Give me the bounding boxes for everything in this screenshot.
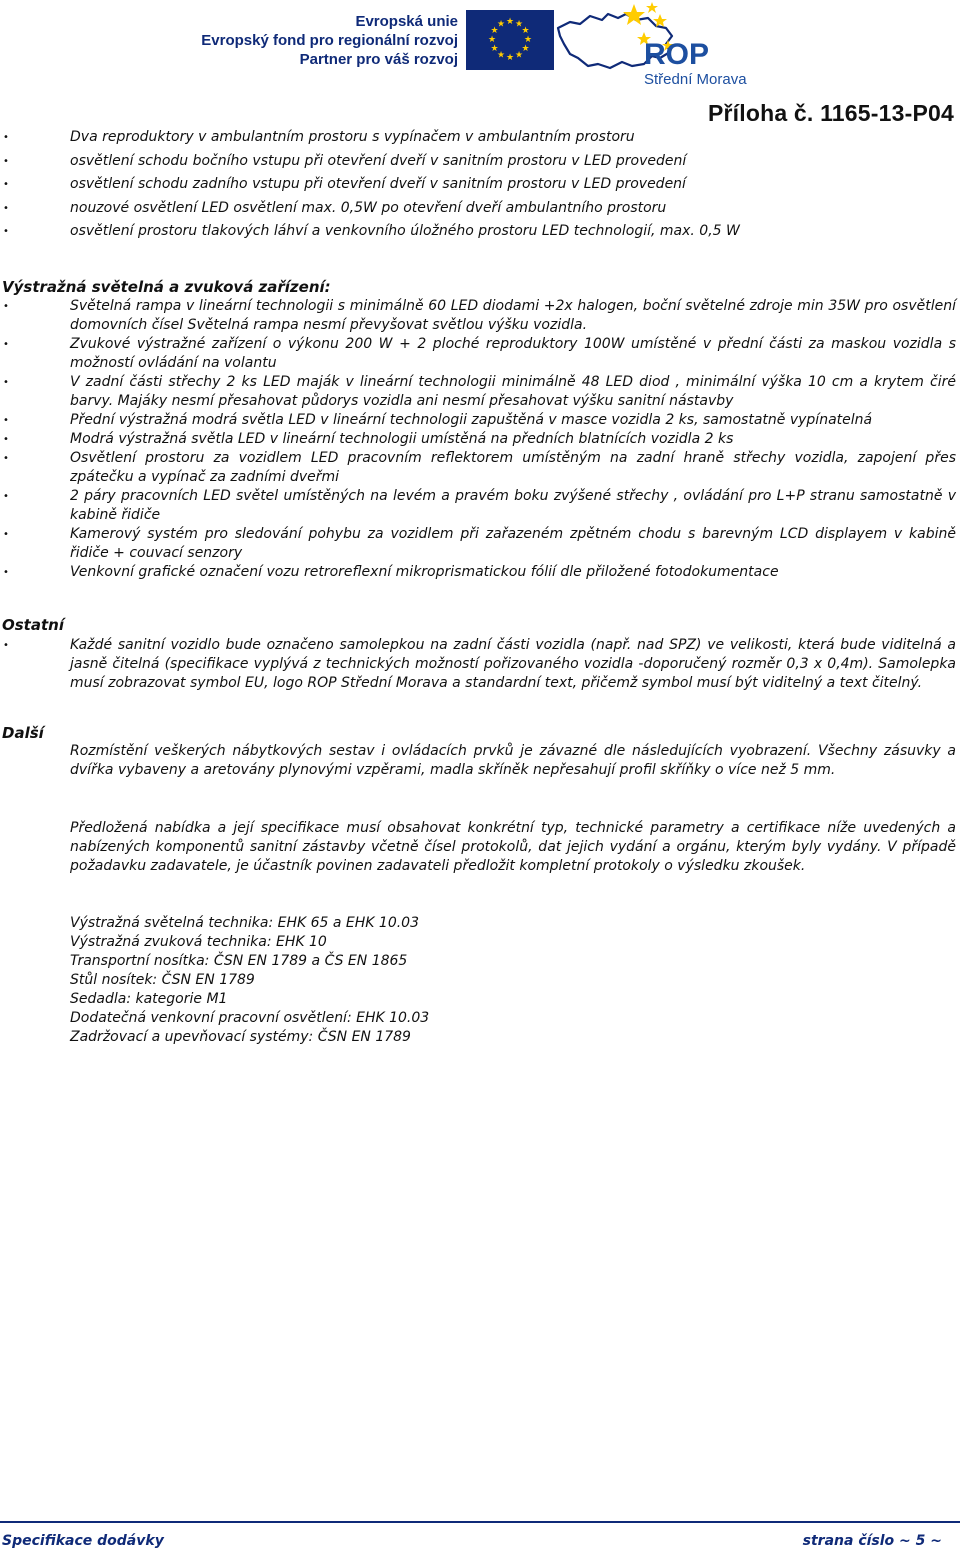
bullet-icon: • <box>3 202 9 214</box>
list-item: • Světelná rampa v lineární technologii s minimálně 60 LED diodami +2x halogen, boční světelné zdroje min 35W pro osvětlení domovních čísel Světelná rampa nesmí převyšovat světlou výšku vozidla. <box>3 298 956 333</box>
bullet-icon: • <box>3 434 9 445</box>
svg-text:★: ★ <box>523 35 533 45</box>
eu-line-2: Evropský fond pro regionální rozvoj <box>201 32 458 49</box>
list-item: • Kamerový systém pro sledování pohybu za vozidlem při zařazeném zpětném chodu s barevným LCD displayem v kabině řidiče + couvací senzory <box>3 526 956 561</box>
page-footer <box>0 1521 960 1551</box>
list-item: • Modrá výstražná světla LED v lineární technologii umístěná na předních blatnících vozidla 2 ks <box>3 431 734 447</box>
svg-text:★: ★ <box>505 53 515 63</box>
list-item: • V zadní části střechy 2 ks LED maják v lineární technologii minimálně 48 LED diod , minimální výška 10 cm a krytem čiré barvy. Majáky nesmí přesahovat půdorys vozidla ani nesmí přesahovat výšku sanitní nástavby <box>3 374 956 409</box>
list-item: • 2 páry pracovních LED světel umístěných na levém a pravém boku zvýšené střechy , ovládání pro L+P stranu samostatně v kabině řidiče <box>3 488 956 523</box>
standard-line: Výstražná zvuková technika: EHK 10 <box>70 934 327 950</box>
section-heading: Ostatní <box>2 616 64 634</box>
bullet-icon: • <box>3 529 9 540</box>
rop-title: ROP <box>644 38 710 71</box>
rop-subtitle: Střední Morava <box>644 71 747 88</box>
standard-line: Zadržovací a upevňovací systémy: ČSN EN 1789 <box>70 1029 411 1045</box>
svg-text:★: ★ <box>490 26 499 36</box>
svg-text:★: ★ <box>514 19 524 30</box>
standard-line: Výstražná světelná technika: EHK 65 a EHK 10.03 <box>70 915 419 931</box>
svg-text:★: ★ <box>505 17 515 27</box>
eu-flag-icon <box>466 10 554 70</box>
list-item: • Každé sanitní vozidlo bude označeno samolepkou na zadní části vozidla (např. nad SPZ) ve velikosti, která bude viditelná a jasně čitelná (specifikace vyplývá z technických možností pořizovaného vozidla -doporučený rozměr 0,3 x 0,4m). Samolepka musí zobrazovat symbol EU, logo ROP Střední Morava a standardní text, přičemž symbol musí být viditelný a text čitelný. <box>3 637 956 691</box>
bullet-icon: • <box>3 339 9 350</box>
bullet-icon: • <box>3 567 9 578</box>
bullet-icon: • <box>3 415 9 426</box>
svg-text:★: ★ <box>490 44 499 54</box>
list-item: • Venkovní grafické označení vozu retroreflexní mikroprismatickou fólií dle přiložené fotodokumentace <box>3 564 779 580</box>
bullet-icon: • <box>3 132 9 143</box>
svg-text:★: ★ <box>496 50 506 61</box>
paragraph: Rozmístění veškerých nábytkových sestav i ovládacích prvků je závazné dle následujících vyobrazení. Všechny zásuvky a dvířka vybaveny a aretovány plynovými vzpěrami, madla skříněk nepřesahují profil skříňky o více než 5 mm. <box>70 743 956 778</box>
bullet-icon: • <box>3 226 9 237</box>
standards-list <box>0 914 960 1047</box>
standard-line: Sedadla: kategorie M1 <box>70 991 228 1007</box>
list-item: • Dva reproduktory v ambulantním prostoru s vypínačem v ambulantním prostoru <box>0 126 960 150</box>
svg-text:★: ★ <box>496 19 506 30</box>
bullet-icon: • <box>3 640 9 651</box>
svg-text:★: ★ <box>487 35 497 45</box>
other-section <box>0 616 960 635</box>
paragraph: Předložená nabídka a její specifikace musí obsahovat konkrétní typ, technické parametry a certifikace níže uvedených a nabízených komponentů sanitní zástavby včetně čísel protokolů, dat jejich vydání a orgánu, kterým byly vydány. V případě požadavku zadavatele, je účastník povinen zadavateli předložit kompletní protokoly o výsledku zkoušek. <box>70 820 956 874</box>
eu-line-1: Evropská unie <box>355 13 458 30</box>
bullet-icon: • <box>3 301 9 312</box>
list-item: • osvětlení schodu bočního vstupu při otevření dveří v sanitním prostoru v LED provedení <box>0 150 960 174</box>
warning-section <box>0 278 960 582</box>
bullet-icon: • <box>3 377 9 388</box>
list-item: • nouzové osvětlení LED osvětlení max. 0,5W po otevření dveří ambulantního prostoru <box>0 197 960 221</box>
eu-text-block <box>190 12 458 69</box>
bullet-icon: • <box>3 491 9 502</box>
other-items <box>0 636 960 693</box>
standard-line: Dodatečná venkovní pracovní osvětlení: EHK 10.03 <box>70 1010 430 1026</box>
further-section-2 <box>0 819 960 876</box>
svg-text:★: ★ <box>521 26 530 36</box>
eu-line-3: Partner pro váš rozvoj <box>299 51 458 68</box>
czech-map-logo-icon <box>556 0 756 92</box>
list-item: • osvětlení schodu zadního vstupu při otevření dveří v sanitním prostoru v LED provedení <box>0 173 960 197</box>
standard-line: Stůl nosítek: ČSN EN 1789 <box>70 972 255 988</box>
standard-line: Transportní nosítka: ČSN EN 1789 a ČS EN 1865 <box>70 953 408 969</box>
top-items-list <box>0 126 960 244</box>
bullet-icon: • <box>3 453 9 464</box>
list-item: • Přední výstražná modrá světla LED v lineární technologii zapuštěná v masce vozidla 2 ks, samostatně vypínatelná <box>3 412 873 428</box>
section-heading: Další <box>2 724 44 742</box>
page-header <box>0 0 960 126</box>
svg-text:★: ★ <box>514 50 524 61</box>
list-item: • osvětlení prostoru tlakových láhví a venkovního úložného prostoru LED technologií, max. 0,5 W <box>0 220 960 244</box>
bullet-icon: • <box>3 155 9 167</box>
list-item: • Osvětlení prostoru za vozidlem LED pracovním reflektorem umístěným na zadní hraně střechy vozidla, zapojení přes zpátečku a vypínač za zadními dveřmi <box>3 450 956 485</box>
list-item: • Zvukové výstražné zařízení o výkonu 200 W + 2 ploché reproduktory 100W umístěné v přední části za maskou vozidla s možností ovládání na volantu <box>3 336 956 371</box>
bullet-icon: • <box>3 179 9 190</box>
svg-text:★: ★ <box>521 44 530 54</box>
section-heading: Výstražná světelná a zvuková zařízení: <box>2 278 331 296</box>
further-section <box>0 742 960 780</box>
footer-title: Specifikace dodávky <box>2 1533 164 1549</box>
page-number: strana číslo ~ 5 ~ <box>802 1533 942 1549</box>
annex-number: Příloha č. 1165-13-P04 <box>707 100 954 126</box>
